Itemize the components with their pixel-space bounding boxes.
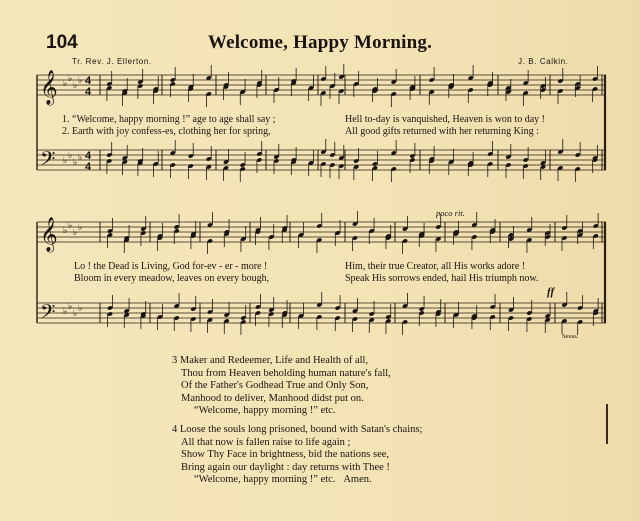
lyric-s2-l1-b: Him, their true Creator, all His works adore !: [345, 261, 526, 272]
flat-sign: ♭: [63, 79, 68, 89]
lyric-s1-l1-a: 1. “Welcome, happy morning !” age to age shall say ;: [62, 114, 276, 125]
translator-credit: Tr. Rev. J. Ellerton.: [72, 57, 152, 66]
svg-text:♭: ♭: [63, 307, 68, 317]
lyric-s2-l2-a: Bloom in every meadow, leaves on every bough,: [74, 273, 270, 284]
svg-text:♭: ♭: [78, 223, 83, 233]
dynamic-mark: ff: [547, 286, 555, 298]
ending-mark: Seuss.: [562, 333, 579, 340]
composer-credit: J. B. Calkin.: [518, 57, 569, 66]
svg-text:♭: ♭: [63, 156, 68, 166]
svg-text:♭: ♭: [73, 81, 78, 91]
svg-text:♭: ♭: [68, 221, 73, 231]
svg-text:♭: ♭: [73, 309, 78, 319]
svg-text:♭: ♭: [63, 226, 68, 236]
verse-number: 3: [172, 355, 178, 366]
svg-text:4: 4: [85, 86, 92, 98]
bass-clef-1: 𝄢: [40, 147, 56, 175]
amen: Amen.: [343, 474, 372, 486]
svg-text:♭: ♭: [78, 76, 83, 86]
verse-number: 4: [172, 424, 178, 435]
verse-4: 4 Loose the souls long prisoned, bound with Satan's chains; All that now is fallen raise to life again ; Show Thy Face in brightness, bid the nations see, Bring again our daylight : day returns with Thee ! “Welcome, happy morning !” etc. Amen.: [172, 424, 423, 486]
tempo-mark: poco rit.: [436, 208, 465, 218]
lyric-s2-l2-b: Speak His sorrows ended, hail His triumph now.: [345, 273, 539, 284]
svg-text:4: 4: [85, 150, 92, 162]
staff-treble-1: [37, 75, 606, 95]
svg-text:♭: ♭: [68, 74, 73, 84]
treble-clef-1: 𝄞: [40, 70, 58, 105]
bass-clef-2: 𝄢: [40, 300, 56, 328]
page-edge: [606, 404, 608, 444]
treble-clef-2: 𝄞: [40, 217, 58, 252]
svg-text:♭: ♭: [73, 158, 78, 168]
lyric-s1-l1-b: Hell to-day is vanquished, Heaven is won to day !: [345, 114, 545, 125]
time-signature: 4: [85, 75, 92, 87]
svg-text:♭: ♭: [73, 228, 78, 238]
hymn-title: Welcome, Happy Morning.: [207, 32, 433, 53]
staff-bass-2: [37, 303, 606, 323]
lyric-s2-l1-a: Lo ! the Dead is Living, God for-ev - er - more !: [74, 261, 268, 272]
svg-text:♭: ♭: [68, 302, 73, 312]
svg-text:♭: ♭: [78, 304, 83, 314]
lyric-s1-l2-b: All good gifts returned with her returning King :: [345, 126, 539, 137]
svg-text:♭: ♭: [78, 153, 83, 163]
page-number: 104: [46, 32, 78, 53]
lyric-s1-l2-a: 2. Earth with joy confess-es, clothing her for spring,: [62, 126, 271, 137]
verse-3: 3 Maker and Redeemer, Life and Health of all, Thou from Heaven beholding human nature's fall, Of the Father's Godhead True and Only Son, Manhood to deliver, Manhood didst put on. “Welcome, happy morning !” etc.: [172, 355, 391, 417]
svg-text:♭: ♭: [68, 151, 73, 161]
svg-text:4: 4: [85, 161, 92, 173]
